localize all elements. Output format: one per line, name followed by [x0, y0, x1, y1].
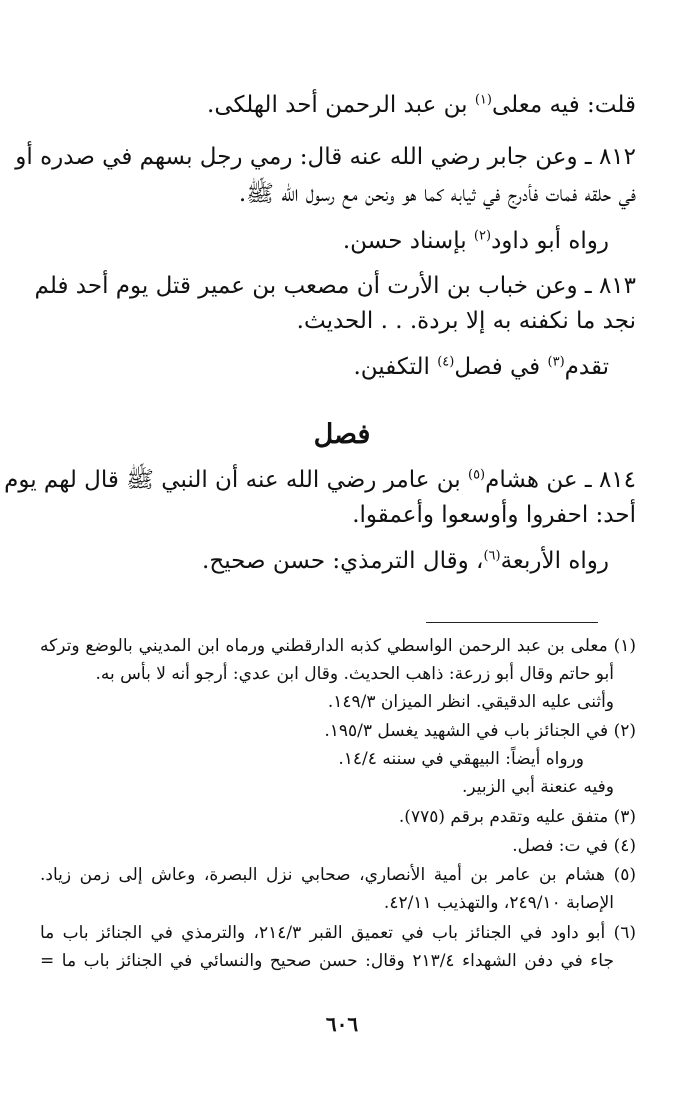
footnote-4: (٤) في ت: فصل. [512, 836, 636, 856]
footnote-ref-5[interactable]: (٥) [467, 467, 486, 483]
text-line-10 [40, 546, 609, 576]
footnote-2-line-2: ورواه أيضاً: البيهقي في سننه ١٤/٤. [338, 749, 584, 769]
footnote-ref-4[interactable]: (٤) [437, 354, 455, 370]
hadith-812-line-1: ٨١٢ ـ وعن جابر رضي الله عنه قال: رمي رجل بسهم في صدره أو [15, 144, 636, 170]
text-segment: بن عامر رضي الله عنه أن النبي ﷺ قال لهم يوم [4, 467, 468, 493]
text-segment: التكفين. [353, 354, 438, 380]
footnote-2-line-1: (٢) في الجنائز باب في الشهيد يغسل ١٩٥/٣. [324, 721, 636, 741]
footnote-ref-3[interactable]: (٣) [547, 354, 565, 370]
footnote-ref-6[interactable]: (٦) [483, 548, 501, 564]
hadith-814-line-1 [4, 465, 636, 495]
text-segment: ، وقال الترمذي: حسن صحيح. [202, 548, 484, 574]
footnote-5-line-1: (٥) هشام بن عامر بن أمية الأنصاري، صحابي نزل البصرة، وعاش إلى زمن زياد. [40, 865, 636, 885]
footnote-6-line-1: (٦) أبو داود في الجنائز باب في تعميق القبر ٢١٤/٣، والترمذي في الجنائز باب ما [40, 923, 636, 943]
footnote-1-line-1: (١) معلى بن عبد الرحمن الواسطي كذبه الدارقطني ورماه ابن المديني بالوضع وتركه [40, 636, 636, 656]
footnote-separator [426, 622, 598, 623]
footnote-6-line-2: جاء في دفن الشهداء ٢١٣/٤ وقال: حسن صحيح والنسائي في الجنائز باب ما = [40, 951, 614, 971]
text-segment: بإسناد حسن. [342, 228, 474, 254]
hadith-812-line-2: في حلقه فمات فأدرج في ثيابه كما هو ونحن مع رسول الله ﷺ. [238, 181, 636, 207]
footnote-2-line-3: وفيه عنعنة أبي الزبير. [461, 777, 614, 797]
text-line-1 [40, 90, 636, 120]
text-segment: تقدم [564, 354, 609, 380]
footnote-3: (٣) متفق عليه وتقدم برقم (٧٧٥). [398, 807, 636, 827]
text-segment: رواه أبو داود [491, 228, 609, 254]
footnote-1-line-3: وأثنى عليه الدقيقي. انظر الميزان ١٤٩/٣. [327, 692, 614, 712]
text-segment: ٨١٤ ـ عن هشام [485, 467, 636, 493]
footnote-ref-2[interactable]: (٢) [473, 228, 492, 244]
hadith-813-line-1: ٨١٣ ـ وعن خباب بن الأرت أن مصعب بن عمير قتل يوم أحد فلم [34, 273, 636, 299]
footnote-1-line-2: أبو حاتم وقال أبو زرعة: ذاهب الحديث. وقال ابن عدي: أرجو أنه لا بأس به. [95, 664, 614, 684]
section-heading: فصل [313, 419, 371, 450]
text-line-4 [40, 226, 609, 256]
text-line-7 [40, 352, 609, 382]
hadith-814-line-2: أحد: احفروا وأوسعوا وأعمقوا. [352, 502, 636, 528]
footnote-5-line-2: الإصابة ٢٤٩/١٠، والتهذيب ٤٢/١١. [383, 893, 614, 913]
hadith-813-line-2: نجد ما نكفنه به إلا بردة. . . الحديث. [296, 308, 636, 334]
text-segment: رواه الأربعة [500, 548, 609, 574]
text-segment: في فصل [454, 354, 548, 380]
text-segment: بن عبد الرحمن أحد الهلكى. [207, 92, 475, 118]
text-segment: قلت: فيه معلى [491, 92, 636, 118]
footnote-ref-1[interactable]: (١) [474, 92, 492, 108]
page-number: ٦٠٦ [325, 1012, 359, 1036]
